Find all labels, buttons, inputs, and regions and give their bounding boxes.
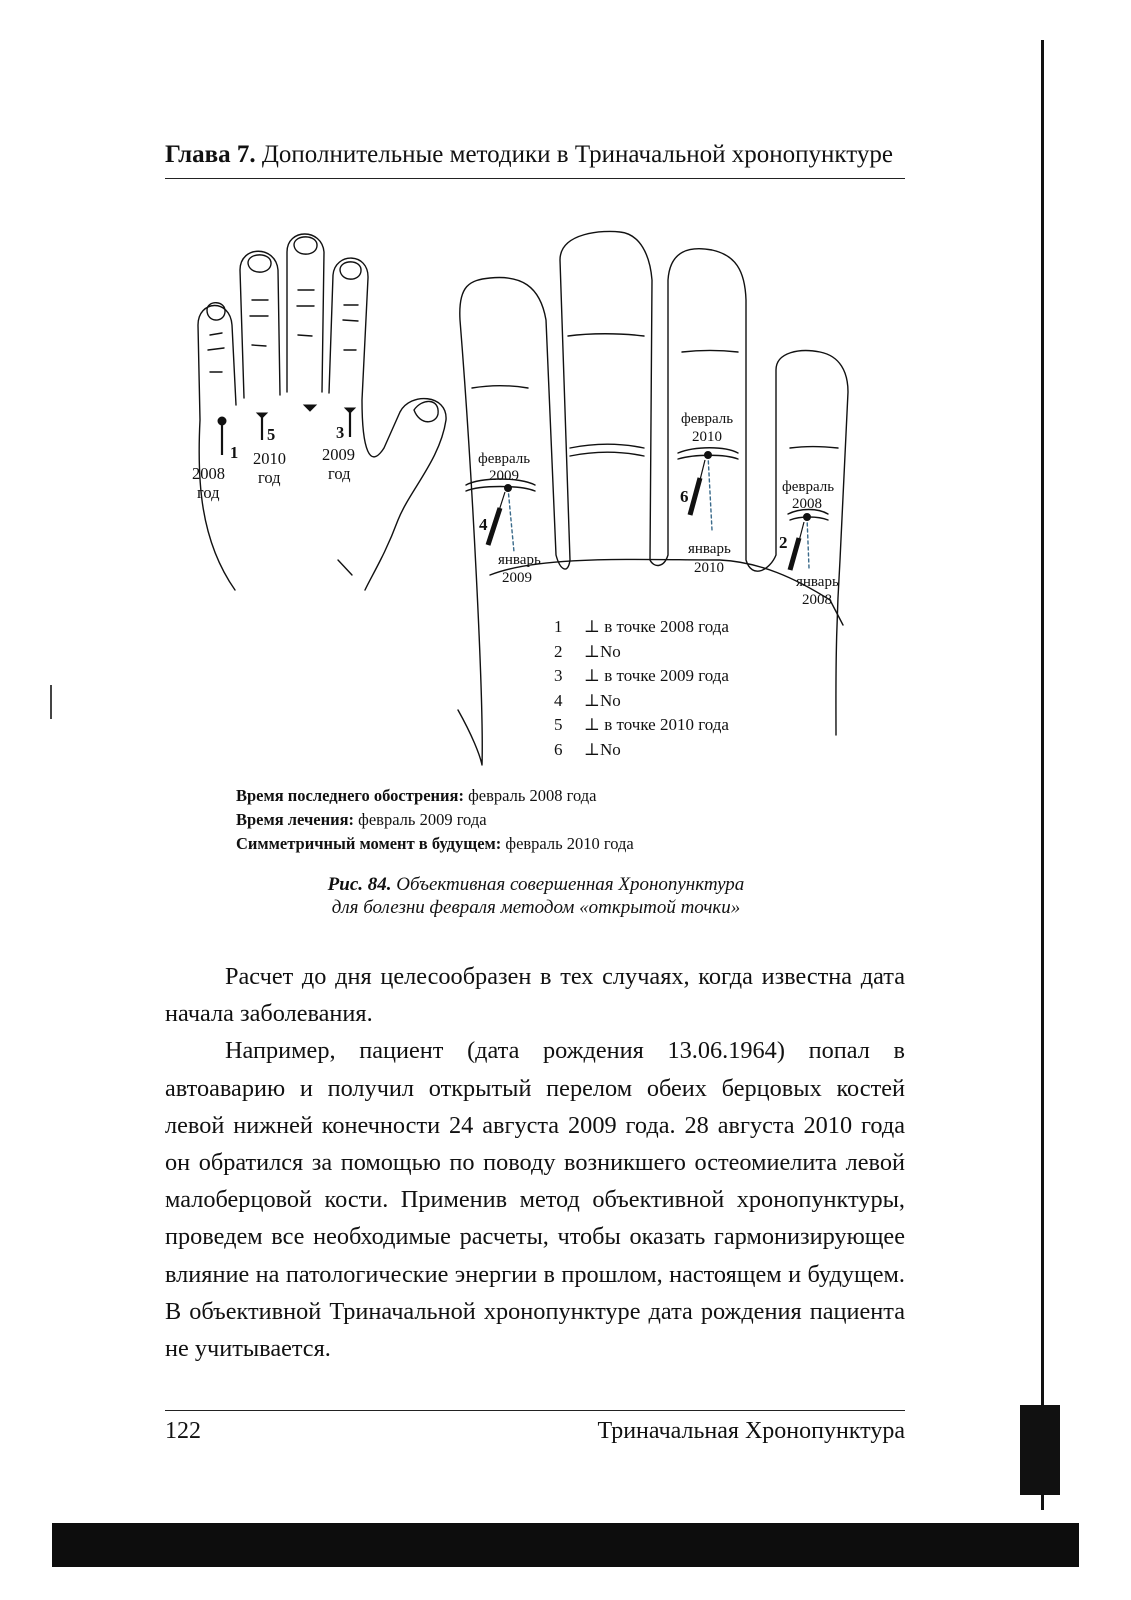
summary-value: февраль 2008 года — [468, 786, 597, 805]
legend-row — [554, 615, 729, 640]
legend-text: ⊥ в точке 2010 года — [584, 715, 729, 734]
figure-summary — [236, 784, 634, 856]
scan-bottom-bar — [52, 1523, 1079, 1567]
legend-text: ⊥No — [584, 690, 621, 710]
right-label-feb-2010-year: 2010 — [692, 429, 722, 445]
summary-key: Время лечения: — [236, 810, 355, 829]
paragraph: Расчет до дня целесообразен в тех случаях, когда известна дата начала заболевания. — [165, 963, 905, 1028]
left-label-5-num: 5 — [267, 425, 276, 444]
figure-caption — [236, 873, 836, 919]
legend-num: 6 — [554, 739, 563, 759]
right-needle-label-6: 6 — [680, 487, 689, 506]
left-thumb-nail — [414, 401, 438, 421]
legend-text: ⊥No — [584, 641, 621, 661]
left-wrist-crease — [338, 560, 352, 575]
right-label-jan-2010-year: 2010 — [694, 560, 724, 576]
chapter-title: Дополнительные методики в Триначальной хронопунктуре — [261, 141, 893, 168]
summary-row — [236, 808, 634, 832]
right-label-jan-2010-month: январь — [688, 541, 731, 557]
summary-key: Время последнего обострения: — [236, 786, 464, 805]
figure-legend — [554, 615, 729, 762]
summary-value: февраль 2010 года — [505, 834, 634, 853]
chapter-label: Глава 7. — [165, 141, 256, 168]
page-number: 122 — [165, 1418, 201, 1444]
right-label-jan-2008-month: январь — [796, 574, 839, 590]
legend-num: 2 — [554, 641, 563, 661]
footer-rule — [165, 1410, 905, 1411]
legend-num: 5 — [554, 715, 563, 734]
right-needle-label-4: 4 — [479, 515, 488, 534]
caption-line-1: Объективная совершенная Хронопунктура — [396, 874, 745, 895]
legend-num: 1 — [554, 617, 563, 636]
right-label-feb-2008-year: 2008 — [792, 496, 822, 512]
scan-blot — [1020, 1405, 1060, 1495]
left-needle-extra — [304, 405, 316, 411]
footer-book-title: Триначальная Хронопунктура — [597, 1418, 905, 1444]
right-label-feb-2008-month: февраль — [782, 479, 835, 495]
left-hand-outline — [198, 234, 446, 590]
left-label-3-word: год — [328, 464, 351, 483]
left-label-3-num: 3 — [336, 423, 345, 442]
right-label-feb-2010-month: февраль — [681, 411, 734, 427]
right-needle-label-2: 2 — [779, 533, 788, 552]
legend-row — [554, 640, 729, 665]
left-label-1-num: 1 — [230, 443, 239, 462]
summary-row — [236, 832, 634, 856]
left-label-5-word: год — [258, 468, 281, 487]
right-needle-4 — [488, 485, 512, 546]
scan-bottom-margin — [0, 1567, 1131, 1600]
paragraph: Например, пациент (дата рождения 13.06.1964) попал в автоаварию и получил открытый перелом обеих берцовых костей левой нижней конечности 24 августа 2009 года. 28 августа 2010 года он обратился за помощью по поводу возникшего остеомиелита левой малоберцовой кости. Применив метод объективной хронопунктуры, проведем все необходимые расчеты, чтобы оказать гармонизирующее влияние на патологические энергии в прошлом, настоящем и будущем. В объективной Триначальной хронопунктуре дата рождения пациента не учитывается. — [165, 1037, 905, 1363]
right-label-feb-2009-year: 2009 — [489, 468, 519, 484]
left-needle-1 — [218, 417, 226, 455]
left-label-5-year: 2010 — [253, 449, 286, 468]
legend-text: ⊥ в точке 2008 года — [584, 617, 729, 636]
caption-line-2: для болезни февраля методом «открытой точки» — [331, 897, 741, 918]
left-label-3-year: 2009 — [322, 445, 355, 464]
right-label-feb-2009-month: февраль — [478, 451, 531, 467]
legend-row — [554, 664, 729, 689]
legend-row — [554, 689, 729, 714]
legend-text: ⊥ в точке 2009 года — [584, 666, 729, 685]
legend-num: 3 — [554, 666, 563, 685]
caption-label: Рис. 84. — [327, 874, 392, 895]
legend-row — [554, 738, 729, 763]
left-nail-middle — [294, 237, 317, 254]
left-needle-5 — [257, 413, 267, 440]
right-label-jan-2009-month: январь — [498, 552, 541, 568]
left-nail-index — [340, 262, 361, 279]
left-label-1-year: 2008 — [192, 464, 225, 483]
body-text — [165, 958, 905, 1367]
summary-key: Симметричный момент в будущем: — [236, 834, 502, 853]
left-hand-drawing — [198, 234, 446, 590]
left-knuckle-creases — [208, 290, 358, 372]
legend-text: ⊥No — [584, 739, 621, 759]
left-label-1-word: год — [197, 483, 220, 502]
right-label-jan-2008-year: 2008 — [802, 592, 832, 608]
left-needle-3 — [345, 408, 355, 437]
summary-value: февраль 2009 года — [358, 810, 487, 829]
right-label-jan-2009-year: 2009 — [502, 570, 532, 586]
legend-row — [554, 713, 729, 738]
legend-num: 4 — [554, 690, 563, 710]
summary-row — [236, 784, 634, 808]
left-nail-ring — [248, 255, 271, 272]
